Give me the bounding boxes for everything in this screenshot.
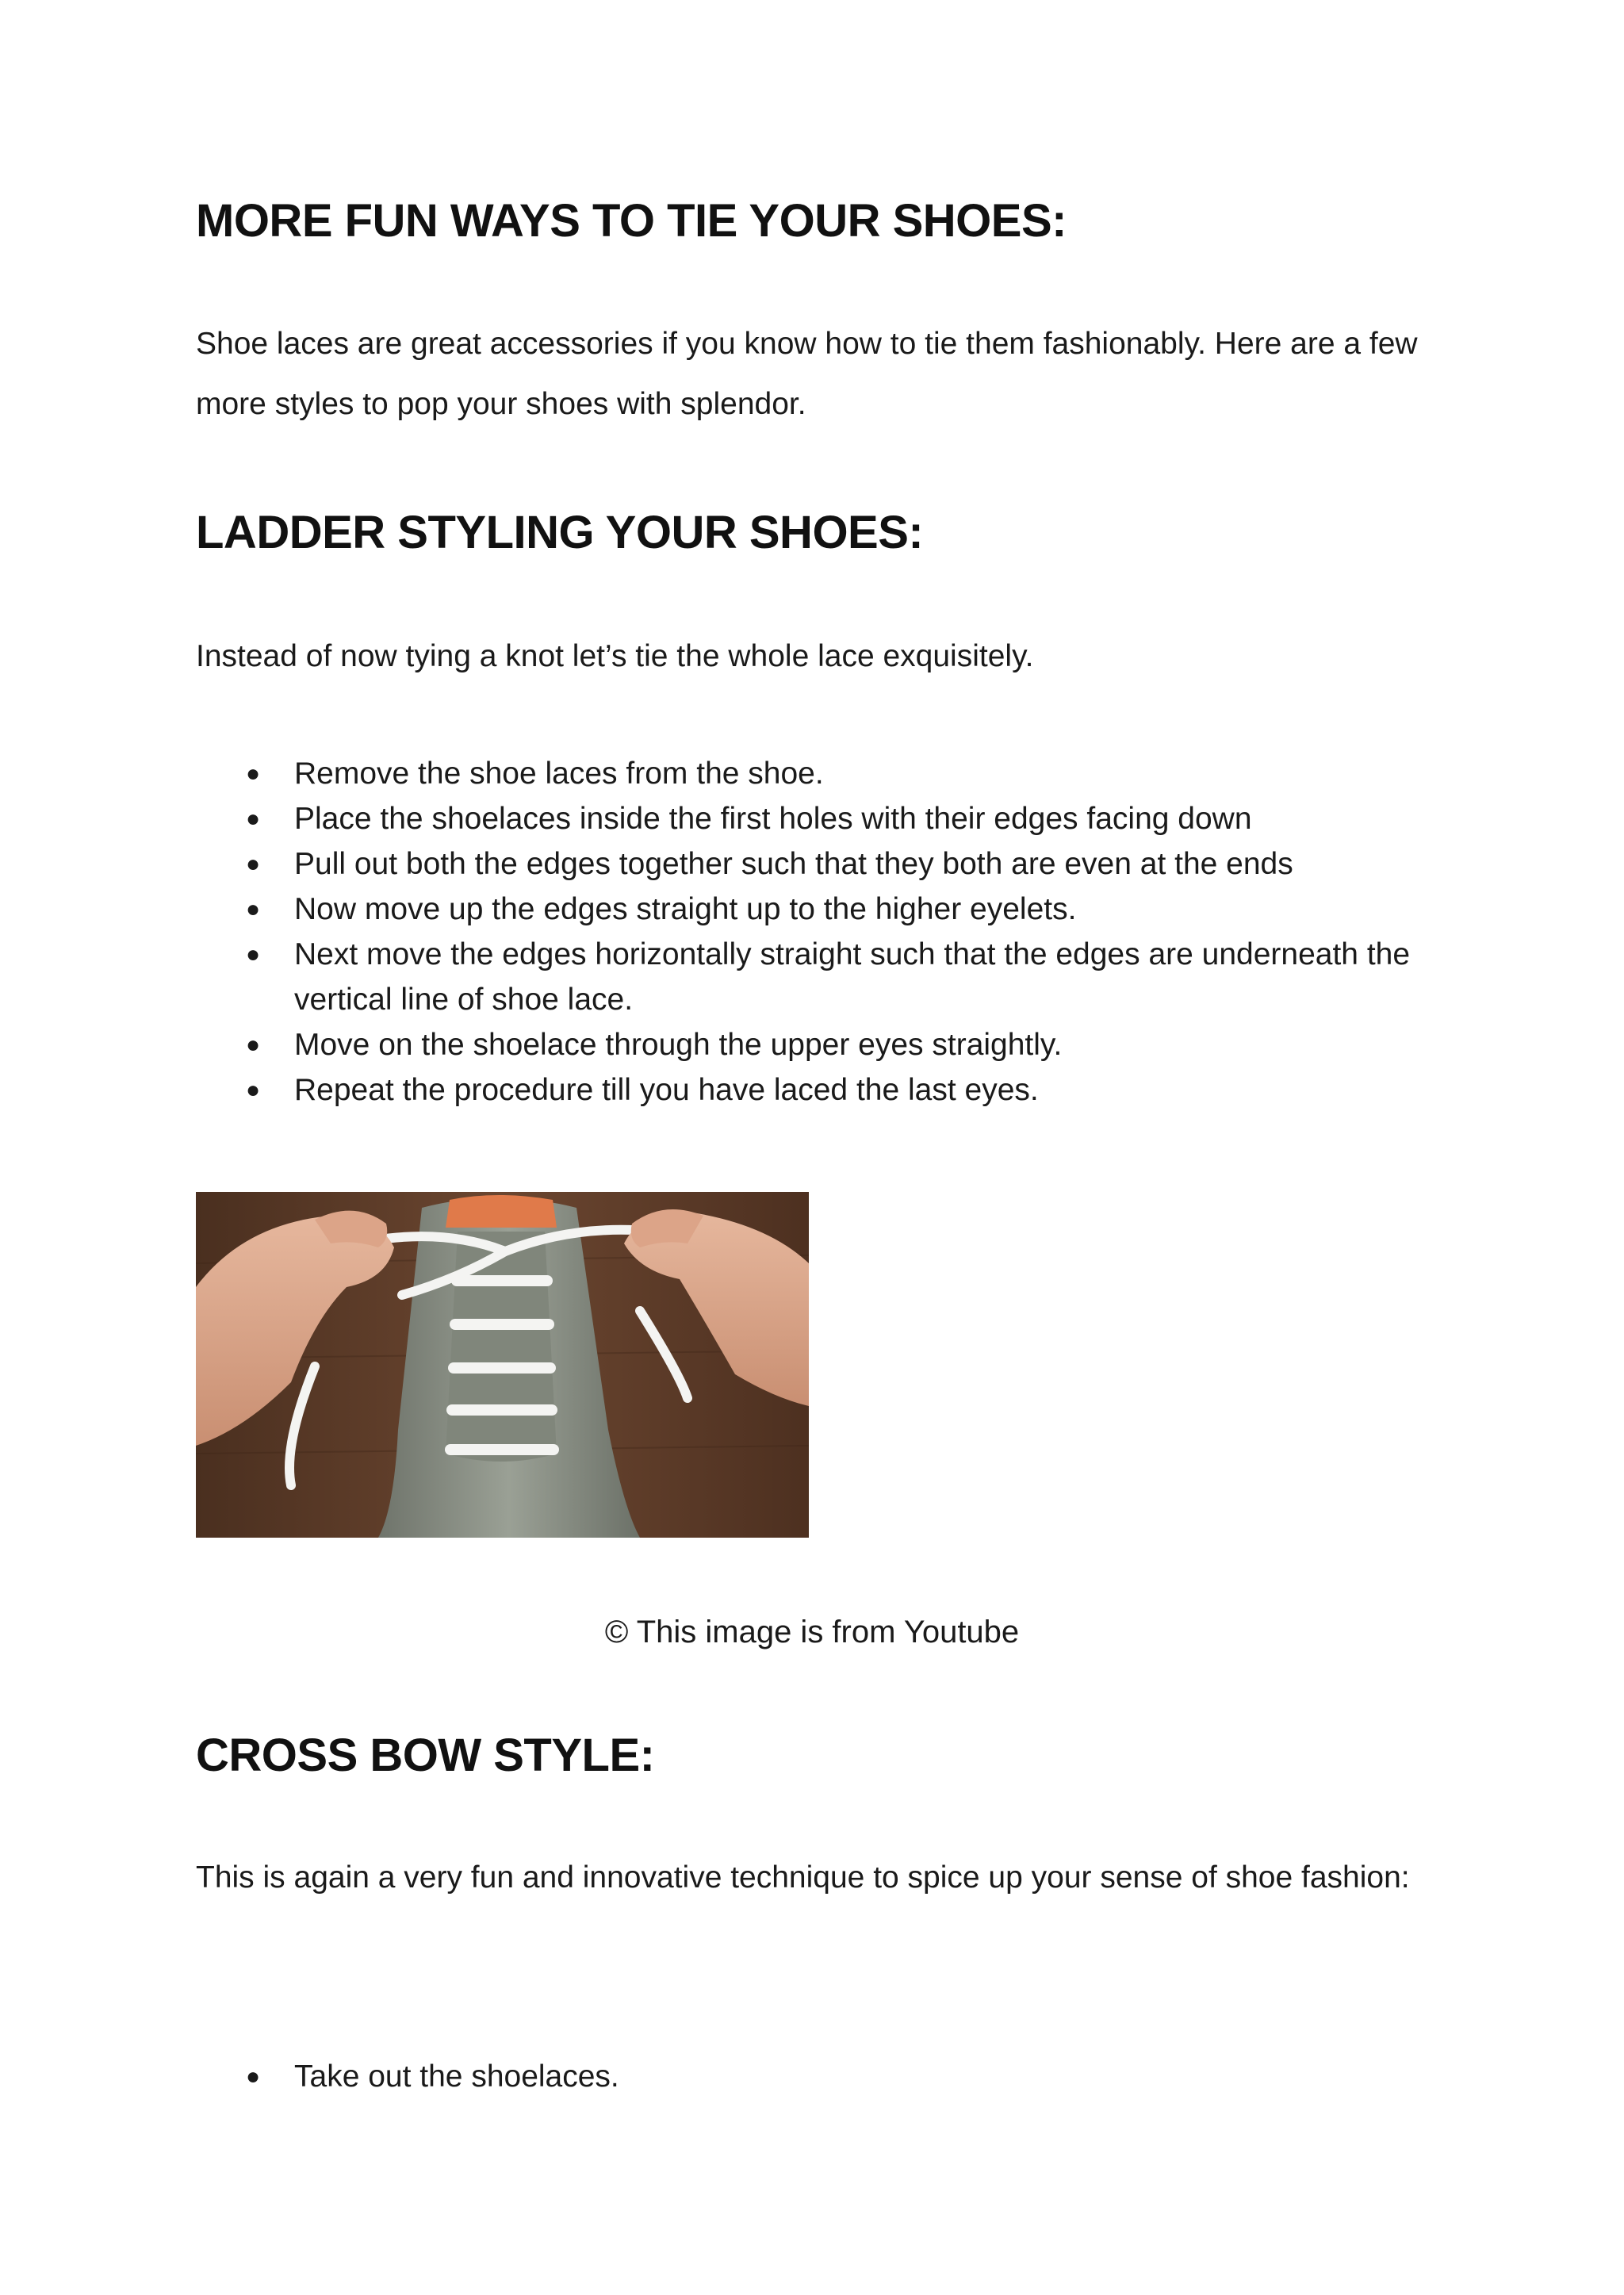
intro-heading: MORE FUN WAYS TO TIE YOUR SHOES: xyxy=(196,195,1067,247)
ladder-intro-paragraph: Instead of now tying a knot let’s tie the whole lace exquisitely. xyxy=(196,639,1034,673)
list-item: ● Now move up the edges straight up to the higher eyelets. xyxy=(196,887,1433,932)
bullet-icon: ● xyxy=(246,941,261,967)
list-item: ● Move on the shoelace through the upper eyes straightly. xyxy=(196,1022,1433,1067)
bullet-icon: ● xyxy=(246,1032,261,1058)
shoe-lacing-photo xyxy=(196,1192,809,1538)
list-item: ● Next move the edges horizontally straight such that the edges are underneath the vertical line of shoe lace. xyxy=(196,932,1433,1022)
ladder-steps-list xyxy=(196,751,1433,1113)
ladder-heading: LADDER STYLING YOUR SHOES: xyxy=(196,507,924,558)
cross-bow-steps-list xyxy=(196,2054,1433,2099)
shoe-tongue xyxy=(446,1232,557,1462)
bullet-icon: ● xyxy=(246,1077,261,1103)
bullet-icon: ● xyxy=(246,896,261,922)
shoe-lacing-illustration xyxy=(196,1192,809,1538)
list-item: ● Place the shoelaces inside the first holes with their edges facing down xyxy=(196,796,1433,841)
cross-bow-heading: CROSS BOW STYLE: xyxy=(196,1730,655,1781)
bullet-icon: ● xyxy=(246,806,261,832)
bullet-icon: ● xyxy=(246,761,261,787)
cross-bow-paragraph: This is again a very fun and innovative technique to spice up your sense of shoe fashion: xyxy=(196,1860,1410,1895)
intro-paragraph: Shoe laces are great accessories if you know how to tie them fashionably. Here are a few more styles to pop your shoes with splendor. xyxy=(196,327,1418,421)
image-caption: © This image is from Youtube xyxy=(604,1615,1020,1649)
list-item: ● Take out the shoelaces. xyxy=(196,2054,1433,2099)
list-item: ● Pull out both the edges together such that they both are even at the ends xyxy=(196,841,1433,887)
shoe-lining xyxy=(446,1195,557,1228)
list-item: ● Remove the shoe laces from the shoe. xyxy=(196,751,1433,796)
bullet-icon: ● xyxy=(246,2063,261,2090)
bullet-icon: ● xyxy=(246,851,261,877)
list-item: ● Repeat the procedure till you have laced the last eyes. xyxy=(196,1067,1433,1113)
